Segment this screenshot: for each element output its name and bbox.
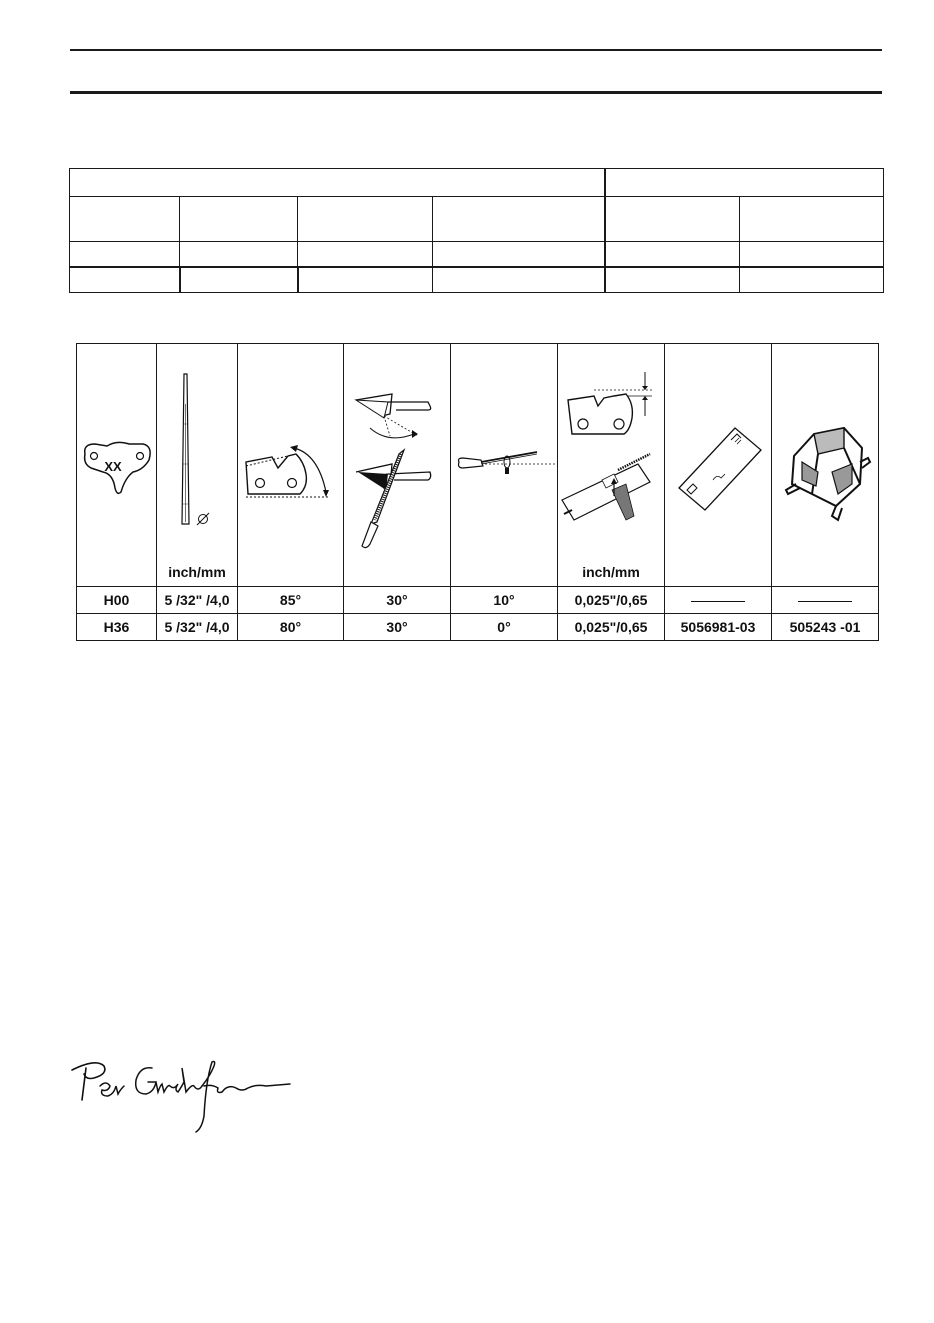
- part-label: XX: [104, 459, 122, 474]
- signature-image: [66, 1056, 296, 1141]
- sharpening-equipment-table: [76, 343, 879, 641]
- spec-header-right: [605, 169, 884, 197]
- file-tilt-icon: [451, 344, 557, 586]
- row1-side-angle: 30°: [386, 592, 408, 608]
- row1-depth-gauge-tool: [665, 587, 771, 614]
- row2-side-angle: 30°: [386, 619, 408, 635]
- depth-gauge-icon: [558, 344, 664, 586]
- spec-table: [69, 168, 884, 293]
- row1-file-diameter: 5 /32" /4,0: [164, 592, 230, 608]
- spec-header-left: [70, 169, 605, 197]
- depth-gauge-tool-icon: [665, 344, 771, 586]
- row1-chain: H00: [103, 592, 130, 608]
- row2-file-guide: 505243 -01: [789, 619, 861, 635]
- file-holder-icon: [772, 344, 878, 586]
- row2-top-plate-angle: 80°: [279, 619, 302, 635]
- row2-depth-gauge: 0,025"/0,65: [574, 619, 648, 635]
- row2-chain: H36: [103, 619, 130, 635]
- chain-part-icon: [77, 344, 156, 586]
- row1-depth-gauge: 0,025"/0,65: [574, 592, 648, 608]
- header-rule-top: [70, 49, 882, 51]
- row1-tilt-angle: 10°: [493, 592, 515, 608]
- row2-tilt-angle: 0°: [497, 619, 511, 635]
- row1-top-plate-angle: 85°: [279, 592, 302, 608]
- depth-gauge-unit-label: inch/mm: [582, 564, 640, 580]
- row1-file-guide: [772, 587, 878, 614]
- round-file-icon: [157, 344, 237, 586]
- header-rule-bottom: [70, 91, 882, 94]
- top-plate-angle-icon: [238, 344, 343, 586]
- row2-depth-gauge-tool: 5056981-03: [680, 619, 756, 635]
- row2-file-diameter: 5 /32" /4,0: [164, 619, 230, 635]
- file-angle-icon: [344, 344, 450, 586]
- file-unit-label: inch/mm: [168, 564, 226, 580]
